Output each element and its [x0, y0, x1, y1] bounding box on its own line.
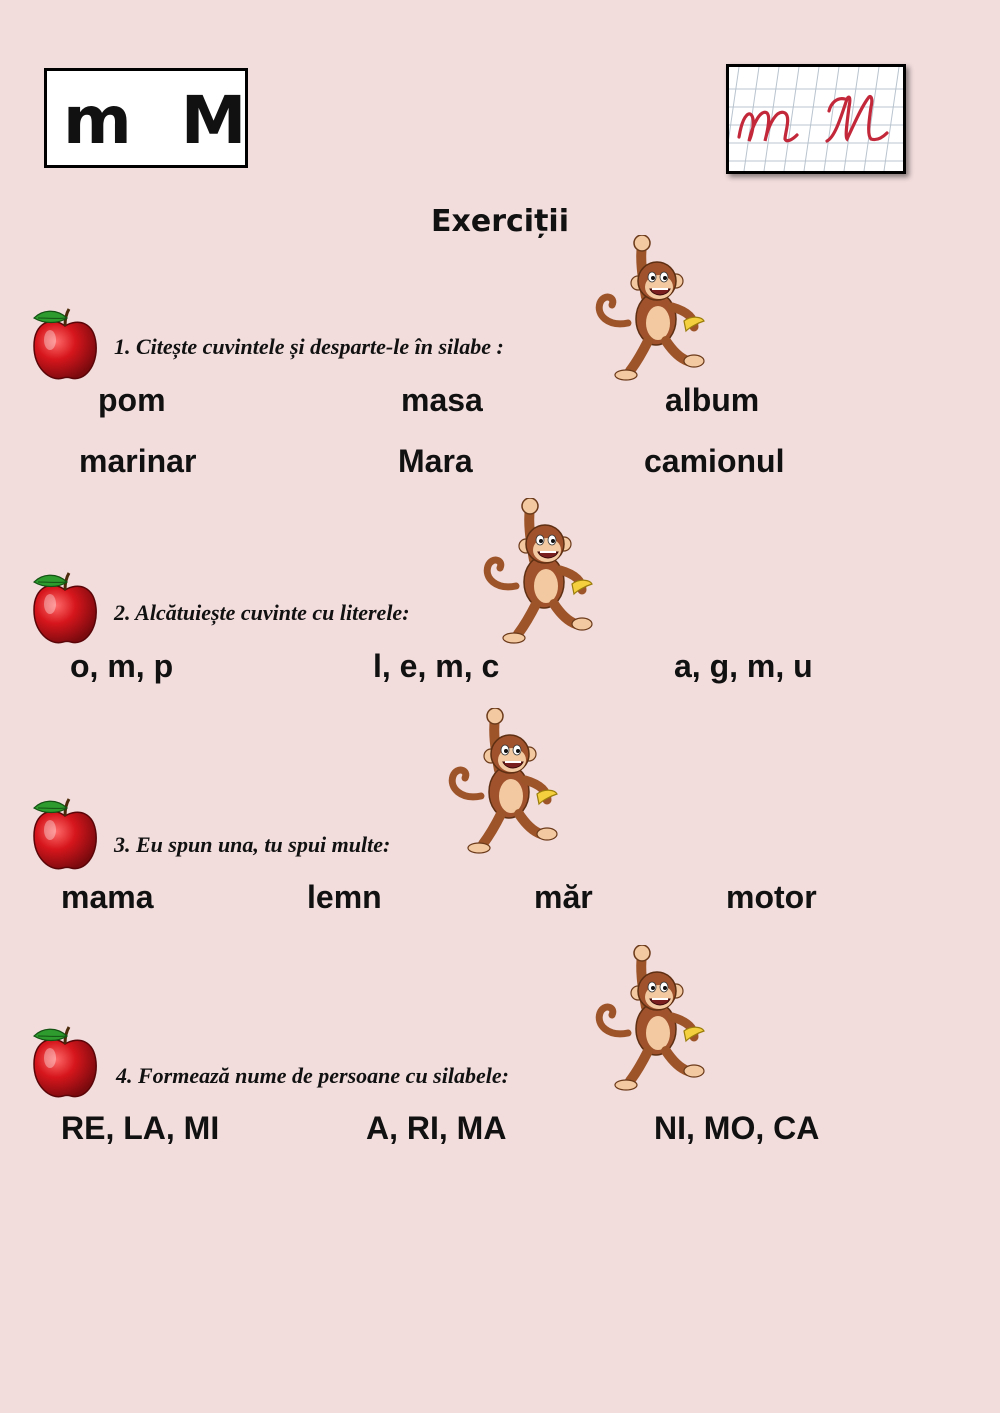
exercise-1-instruction: 1. Citește cuvintele și desparte-le în silabe : [114, 334, 504, 359]
exercise-3-instruction: 3. Eu spun una, tu spui multe: [114, 832, 391, 857]
exercise-4-instruction: 4. Formează nume de persoane cu silabele: [116, 1063, 509, 1088]
cursive-letter-card [726, 64, 906, 174]
letter-set: l, e, m, c [373, 648, 500, 684]
monkey-illustration [478, 498, 598, 648]
monkey-illustration [443, 708, 563, 858]
word: Mara [398, 443, 473, 479]
word: lemn [307, 879, 382, 915]
monkey-illustration [590, 945, 710, 1095]
word: pom [98, 382, 166, 418]
word: motor [726, 879, 817, 915]
syllable-set: NI, MO, CA [654, 1110, 820, 1146]
cursive-m-icon [729, 67, 903, 171]
apple-icon [30, 1024, 100, 1102]
word: masa [401, 382, 483, 418]
exercise-2-instruction: 2. Alcătuiește cuvinte cu literele: [114, 600, 410, 625]
word: album [665, 382, 760, 418]
syllable-set: RE, LA, MI [61, 1110, 220, 1146]
page-title: Exerciții [431, 204, 569, 239]
word: măr [534, 879, 593, 915]
word: camionul [644, 443, 785, 479]
monkey-illustration [590, 235, 710, 385]
apple-icon [30, 570, 100, 648]
apple-icon [30, 796, 100, 874]
apple-icon [30, 306, 100, 384]
word: marinar [79, 443, 197, 479]
letter-box-m: m M [44, 68, 248, 168]
letter-set: a, g, m, u [674, 648, 813, 684]
word: mama [61, 879, 154, 915]
letter-set: o, m, p [70, 648, 174, 684]
syllable-set: A, RI, MA [366, 1110, 507, 1146]
